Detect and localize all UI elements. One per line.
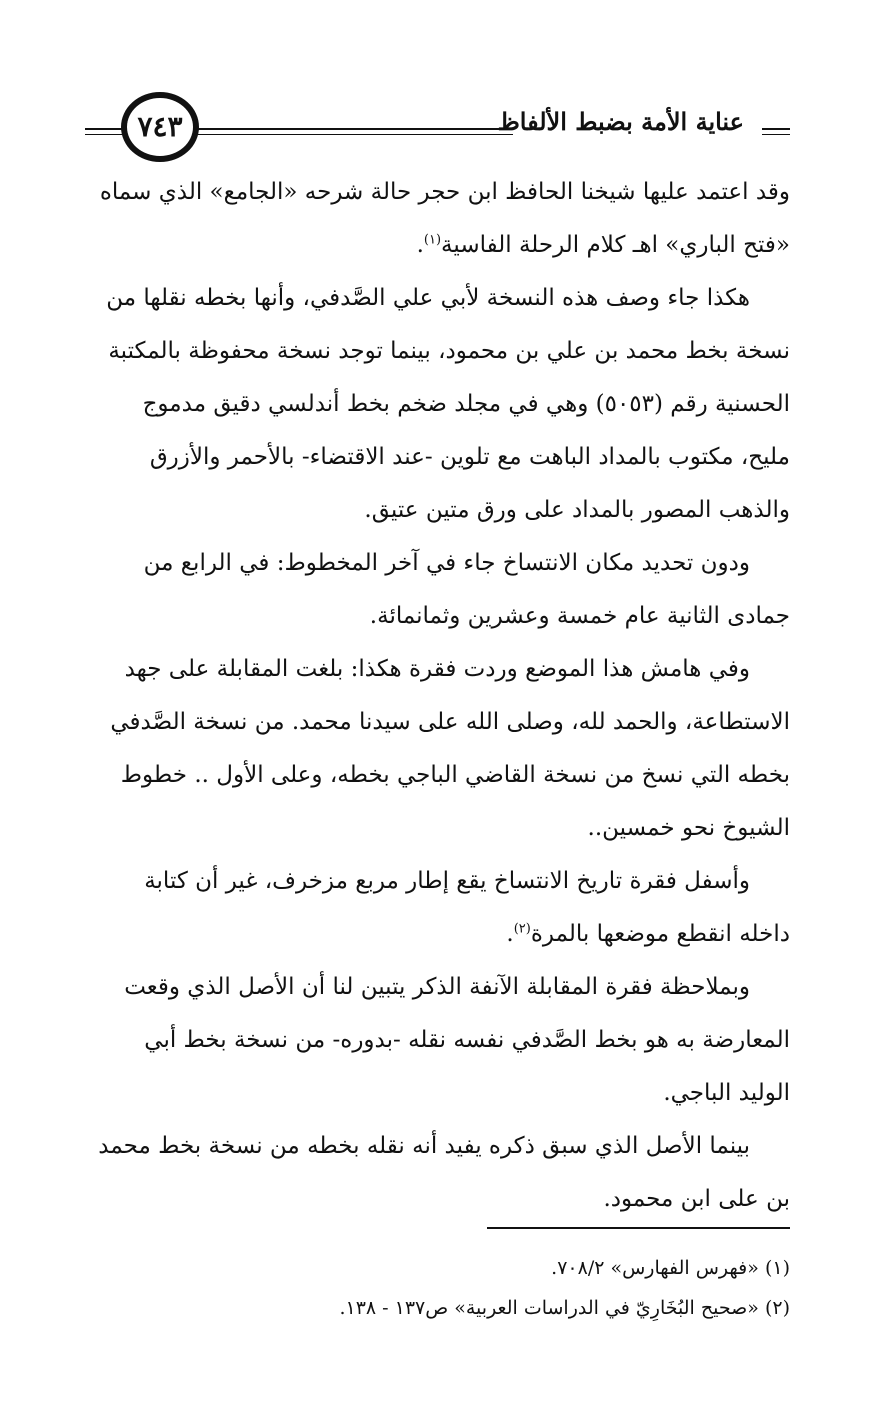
header-rule-right-bottom (762, 134, 790, 135)
header-rule-right-top (762, 128, 790, 130)
footnote-2 (230, 1288, 790, 1328)
footnote-1 (230, 1248, 790, 1288)
page-number: ٧٤٣ (137, 110, 183, 143)
page-number-badge (121, 92, 199, 162)
paragraph-4: وفي هامش هذا الموضع وردت فقرة هكذا: بلغت المقابلة على جهد الاستطاعة، والحمد لله، وصلى الله على سيدنا محمد. من نسخة الصَّدفي بخطه التي نسخ من نسخة القاضي الباجي بخطه، وعلى الأول .. خطوط الشيوخ نحو خمسين.. (110, 656, 790, 841)
main-text (88, 166, 790, 1226)
paragraph-text: وأسفل فقرة تاريخ الانتساخ يقع إطار مربع مزخرف، غير أن كتابة داخله انقطع موضعها بالمرة (144, 868, 790, 947)
header-rule-left-top (85, 128, 125, 130)
footnote-text: «فهرس الفهارس» ٧٠٨/٢. (551, 1257, 759, 1279)
paragraph-1: وقد اعتمد عليها شيخنا الحافظ ابن حجر حالة شرحه «الجامع» الذي سماه «فتح الباري» اهـ كلام الرحلة الفاسية$^{(١)}$. (99, 179, 790, 258)
paragraph-2: هكذا جاء وصف هذه النسخة لأبي علي الصَّدفي، وأنها بخطه نقلها من نسخة بخط محمد بن علي بن محمود، بينما توجد نسخة محفوظة بالمكتبة الحسنية رقم (٥٠٥٣) وهي في مجلد ضخم بخط أندلسي دقيق مدموج مليح، مكتوب بالمداد الباهت مع تلوين -عند الاقتضاء- بالأحمر والأزرق والذهب المصور بالمداد على ورق متين عتيق. (106, 285, 790, 523)
page-header (85, 92, 790, 168)
footnote-number: (١) (764, 1257, 790, 1279)
running-title: عناية الأمة بضبط الألفاظ (497, 107, 744, 136)
paragraph-7: بينما الأصل الذي سبق ذكره يفيد أنه نقله بخطه من نسخة بخط محمد بن على ابن محمود. (98, 1133, 790, 1212)
paragraph-text: وقد اعتمد عليها شيخنا الحافظ ابن حجر حالة شرحه «الجامع» الذي سماه «فتح الباري» اهـ كلام الرحلة الفاسية (99, 179, 790, 258)
footnote-separator (487, 1227, 790, 1229)
paragraph-5: وأسفل فقرة تاريخ الانتساخ يقع إطار مربع مزخرف، غير أن كتابة داخله انقطع موضعها بالمرة$^{(٢)}$. (144, 868, 790, 947)
footnotes (230, 1248, 790, 1328)
footnote-text: «صحيح البُخَارِيّ في الدراسات العربية» ص١٣٧ - ١٣٨. (339, 1297, 759, 1319)
footnote-ref-2[interactable]: (٢) (513, 921, 531, 937)
header-rule-left-bottom (85, 134, 125, 135)
footnote-ref-1[interactable]: (١) (423, 232, 442, 248)
header-rule-middle-top (193, 128, 513, 130)
paragraph-6: وبملاحظة فقرة المقابلة الآنفة الذكر يتبين لنا أن الأصل الذي وقعت المعارضة به هو بخط الصَّدفي نفسه نقله -بدوره- من نسخة بخط أبي الوليد الباجي. (124, 974, 790, 1106)
paragraph-3: ودون تحديد مكان الانتساخ جاء في آخر المخطوط: في الرابع من جمادى الثانية عام خمسة وعشرين وثمانمائة. (143, 550, 790, 629)
footnote-number: (٢) (764, 1297, 790, 1319)
header-rule-middle-bottom (193, 134, 513, 135)
